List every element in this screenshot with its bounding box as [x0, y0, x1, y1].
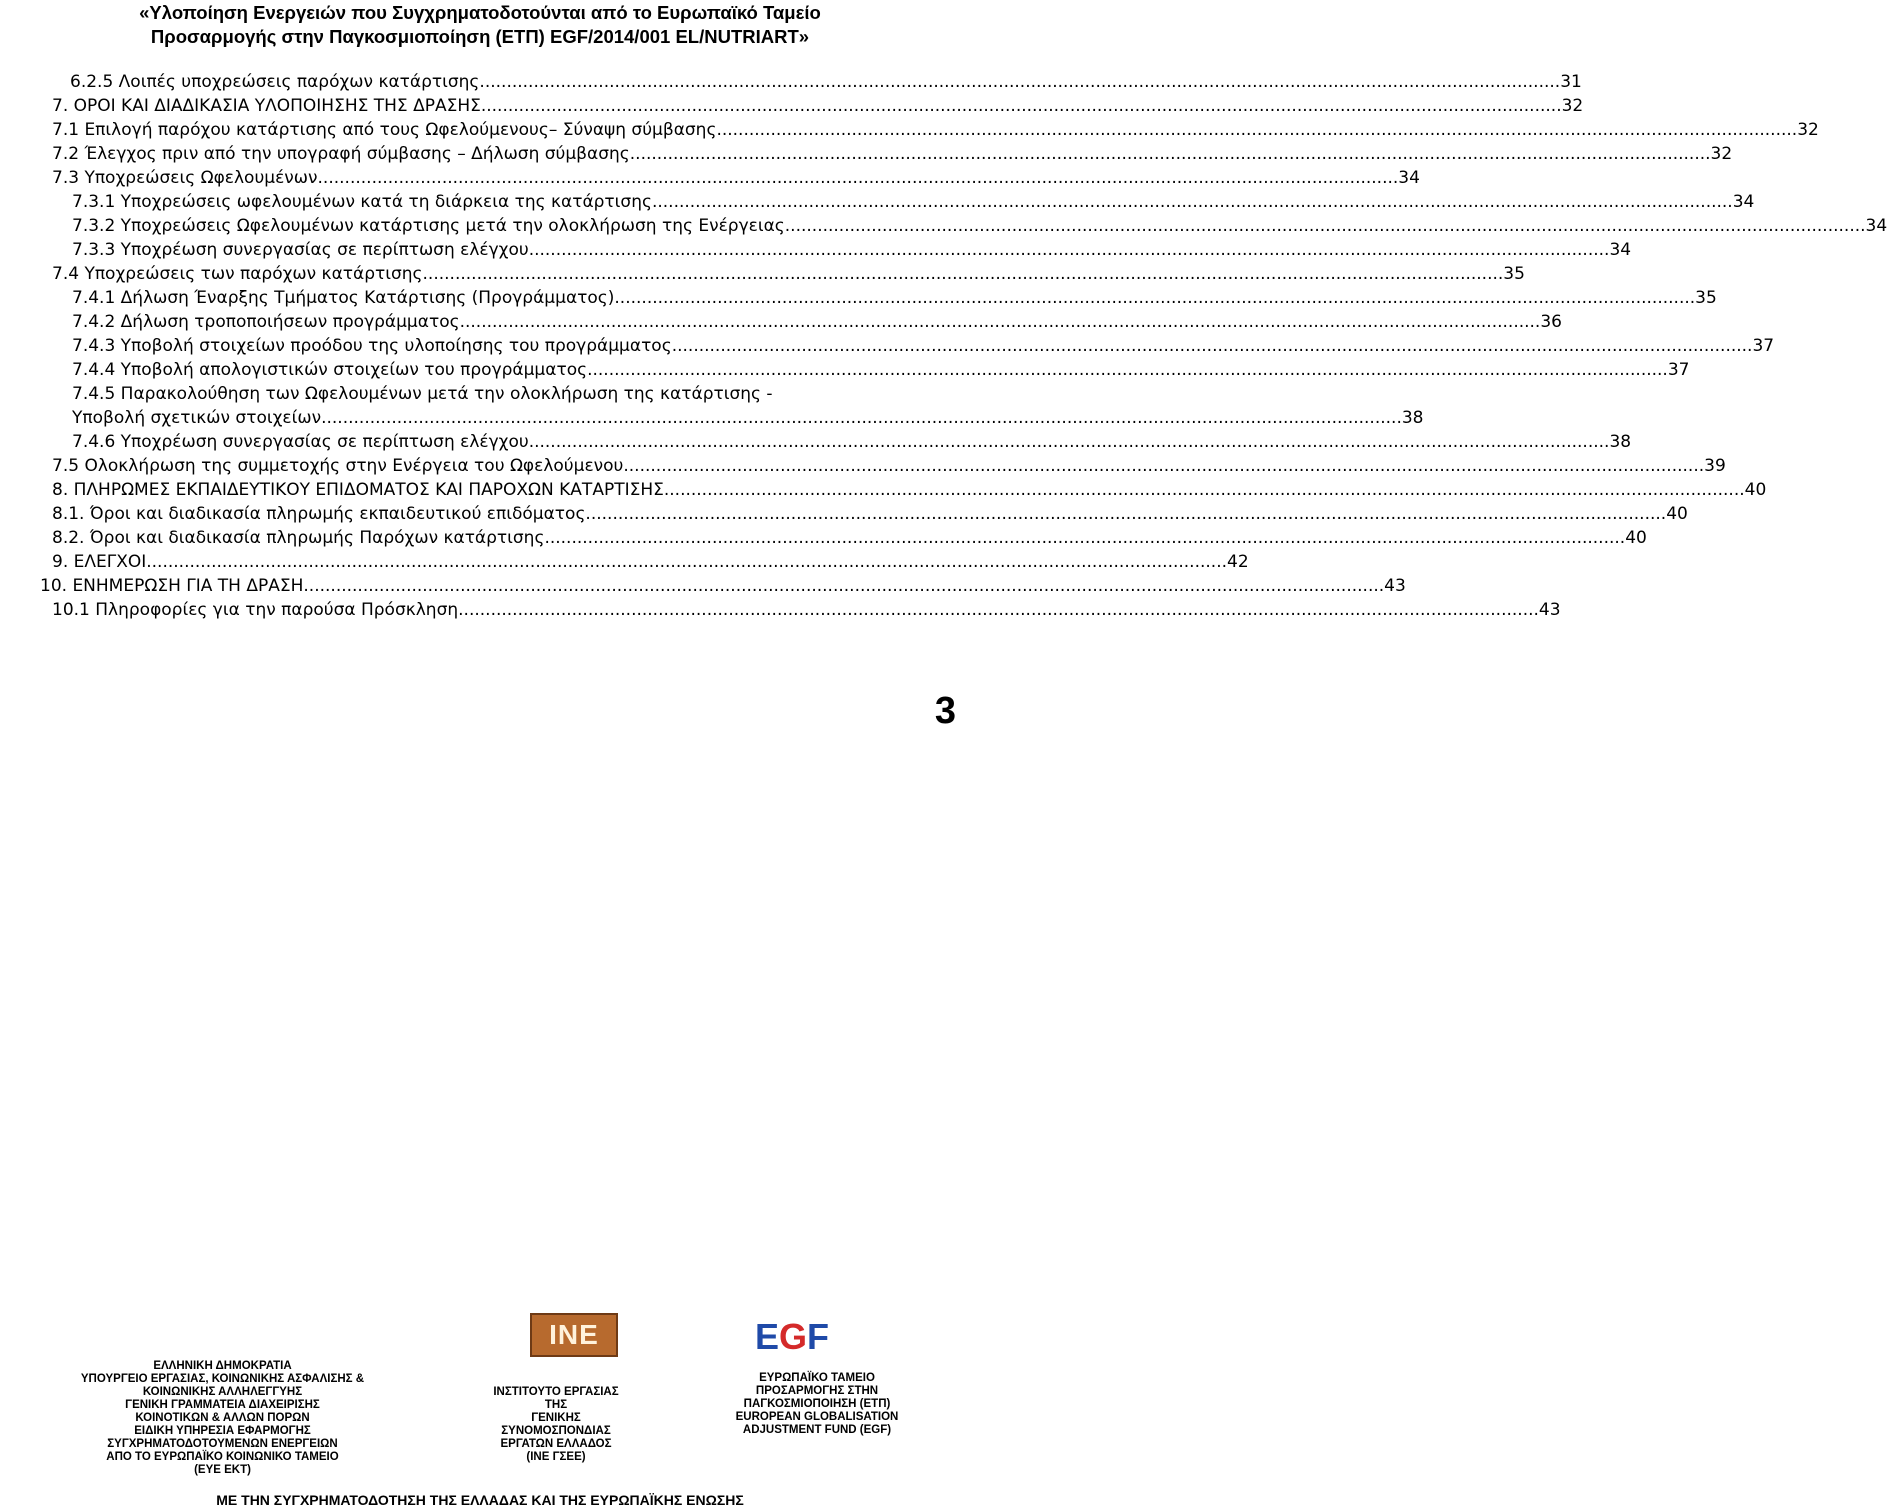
ine-logo: INE	[530, 1313, 618, 1357]
toc-entry[interactable]: 7.5 Ολοκλήρωση της συμμετοχής στην Ενέργεια του Ωφελούμενου ..... 39	[52, 455, 896, 478]
toc-entry[interactable]: 10. ΕΝΗΜΕΡΩΣΗ ΓΙΑ ΤΗ ΔΡΑΣΗ ..... 43	[40, 575, 896, 598]
egf-line: ΠΡΟΣΑΡΜΟΓΗΣ ΣΤΗΝ	[755, 1385, 879, 1397]
document-header-line2: Προσαρμογής στην Παγκοσμιοποίηση (ΕΤΠ) EGF/2014/001 EL/NUTRIART»	[150, 26, 810, 47]
toc-entry[interactable]: 7.3 Υποχρεώσεις Ωφελουμένων ..... 34	[52, 167, 896, 190]
toc-entry[interactable]: 7.4.1 Δήλωση Έναρξης Τμήματος Κατάρτισης (Προγράμματος) ..... 35	[72, 287, 896, 310]
toc-entry[interactable]: 7.4.2 Δήλωση τροποποιήσεων προγράμματος ..... 36	[72, 311, 896, 334]
ministry-line: (ΕΥΕ ΕΚΤ)	[194, 1464, 251, 1476]
egf-line: ADJUSTMENT FUND (EGF)	[742, 1424, 892, 1436]
toc-entry[interactable]: 7. ΟΡΟΙ ΚΑΙ ΔΙΑΔΙΚΑΣΙΑ ΥΛΟΠΟΙΗΣΗΣ ΤΗΣ ΔΡΑΣΗΣ ..... 32	[52, 95, 896, 118]
toc-entry[interactable]: 6.2.5 Λοιπές υποχρεώσεις παρόχων κατάρτισης ..... 31	[70, 71, 896, 94]
ine-line: ΕΡΓΑΤΩΝ ΕΛΛΑΔΟΣ	[500, 1438, 612, 1450]
toc-entry[interactable]: 7.1 Επιλογή παρόχου κατάρτισης από τους Ωφελούμενους– Σύναψη σύμβασης ..... 32	[52, 119, 896, 142]
page-number: 3	[934, 690, 956, 732]
cofinancing-note: ΜΕ ΤΗΝ ΣΥΓΧΡΗΜΑΤΟΔΟΤΗΣΗ ΤΗΣ ΕΛΛΑΔΑΣ ΚΑΙ ΤΗΣ ΕΥΡΩΠΑΪΚΗΣ ΕΝΩΣΗΣ	[216, 1492, 744, 1508]
ministry-line: ΣΥΓΧΡΗΜΑΤΟΔΟΤΟΥΜΕΝΩΝ ΕΝΕΡΓΕΙΩΝ	[107, 1438, 338, 1450]
toc-entry[interactable]: 8.2. Όροι και διαδικασία πληρωμής Παρόχων κατάρτισης ..... 40	[52, 527, 896, 550]
egf-line: EUROPEAN GLOBALISATION	[735, 1411, 899, 1423]
toc-entry[interactable]: 7.4.5 Παρακολούθηση των Ωφελουμένων μετά την ολοκλήρωση της κατάρτισης -	[72, 384, 773, 404]
toc-entry[interactable]: 7.4 Υποχρεώσεις των παρόχων κατάρτισης ..... 35	[52, 263, 896, 286]
ministry-line: ΕΙΔΙΚΗ ΥΠΗΡΕΣΙΑ ΕΦΑΡΜΟΓΗΣ	[134, 1425, 311, 1437]
ine-line: ΤΗΣ	[544, 1399, 568, 1411]
ministry-line: ΥΠΟΥΡΓΕΙΟ ΕΡΓΑΣΙΑΣ, ΚΟΙΝΩΝΙΚΗΣ ΑΣΦΑΛΙΣΗΣ &	[80, 1373, 365, 1385]
sponsor-footer	[0, 1310, 960, 1511]
toc-entry[interactable]: Υποβολή σχετικών στοιχείων ..... 38	[72, 407, 896, 430]
toc-entry[interactable]: 7.4.3 Υποβολή στοιχείων προόδου της υλοποίησης του προγράμματος ..... 37	[72, 335, 896, 358]
ine-line: (INE ΓΣΕΕ)	[526, 1451, 586, 1463]
ine-line: ΓΕΝΙΚΗΣ	[531, 1412, 581, 1424]
ministry-line: ΚΟΙΝΩΝΙΚΗΣ ΑΛΛΗΛΕΓΓΥΗΣ	[142, 1386, 303, 1398]
ine-line: ΙΝΣΤΙΤΟΥΤΟ ΕΡΓΑΣΙΑΣ	[493, 1386, 619, 1398]
toc-entry[interactable]: 8. ΠΛΗΡΩΜΕΣ ΕΚΠΑΙΔΕΥΤΙΚΟΥ ΕΠΙΔΟΜΑΤΟΣ ΚΑΙ ΠΑΡΟΧΩΝ ΚΑΤΑΡΤΙΣΗΣ ..... 40	[52, 479, 896, 502]
egf-logo	[755, 1318, 867, 1356]
ministry-block	[0, 1360, 445, 1477]
egf-logo-letter: G	[779, 1316, 808, 1357]
egf-logo-letter: F	[807, 1316, 830, 1357]
egf-line: ΕΥΡΩΠΑΪΚΟ ΤΑΜΕΙΟ	[759, 1372, 875, 1384]
egf-block	[690, 1372, 944, 1437]
ine-gsee-block	[452, 1386, 660, 1464]
toc-entry[interactable]: 10.1 Πληροφορίες για την παρούσα Πρόσκληση ..... 43	[52, 599, 896, 622]
egf-logo-letter: E	[755, 1316, 780, 1357]
egf-line: ΠΑΓΚΟΣΜΙΟΠΟΙΗΣΗ (ΕΤΠ)	[743, 1398, 891, 1410]
toc-entry[interactable]: 7.2 Έλεγχος πριν από την υπογραφή σύμβασης – Δήλωση σύμβασης ..... 32	[52, 143, 896, 166]
document-header-line1: «Υλοποίηση Ενεργειών που Συγχρηματοδοτούνται από το Ευρωπαϊκό Ταμείο	[139, 2, 821, 23]
toc-entry[interactable]: 7.4.6 Υποχρέωση συνεργασίας σε περίπτωση ελέγχου ..... 38	[72, 431, 896, 454]
toc-entry[interactable]: 7.3.3 Υποχρέωση συνεργασίας σε περίπτωση ελέγχου ..... 34	[72, 239, 896, 262]
ministry-line: ΑΠΟ ΤΟ ΕΥΡΩΠΑΪΚΟ ΚΟΙΝΩΝΙΚΟ ΤΑΜΕΙΟ	[106, 1451, 339, 1463]
toc-entry[interactable]: 7.3.1 Υποχρεώσεις ωφελουμένων κατά τη διάρκεια της κατάρτισης ..... 34	[72, 191, 896, 214]
toc-entry[interactable]: 7.3.2 Υποχρεώσεις Ωφελουμένων κατάρτισης μετά την ολοκλήρωση της Ενέργειας ..... 34	[72, 215, 896, 238]
ine-line: ΣΥΝΟΜΟΣΠΟΝΔΙΑΣ	[501, 1425, 611, 1437]
toc-entry[interactable]: 7.4.4 Υποβολή απολογιστικών στοιχείων του προγράμματος ..... 37	[72, 359, 896, 382]
toc-entry[interactable]: 9. ΕΛΕΓΧΟΙ ..... 42	[52, 551, 896, 574]
toc-entry[interactable]: 8.1. Όροι και διαδικασία πληρωμής εκπαιδευτικού επιδόματος ..... 40	[52, 503, 896, 526]
ministry-line: ΚΟΙΝΟΤΙΚΩΝ & ΑΛΛΩΝ ΠΟΡΩΝ	[135, 1412, 310, 1424]
ministry-line: ΕΛΛΗΝΙΚΗ ΔΗΜΟΚΡΑΤΙΑ	[153, 1360, 292, 1372]
ministry-line: ΓΕΝΙΚΗ ΓΡΑΜΜΑΤΕΙΑ ΔΙΑΧΕΙΡΙΣΗΣ	[125, 1399, 320, 1411]
